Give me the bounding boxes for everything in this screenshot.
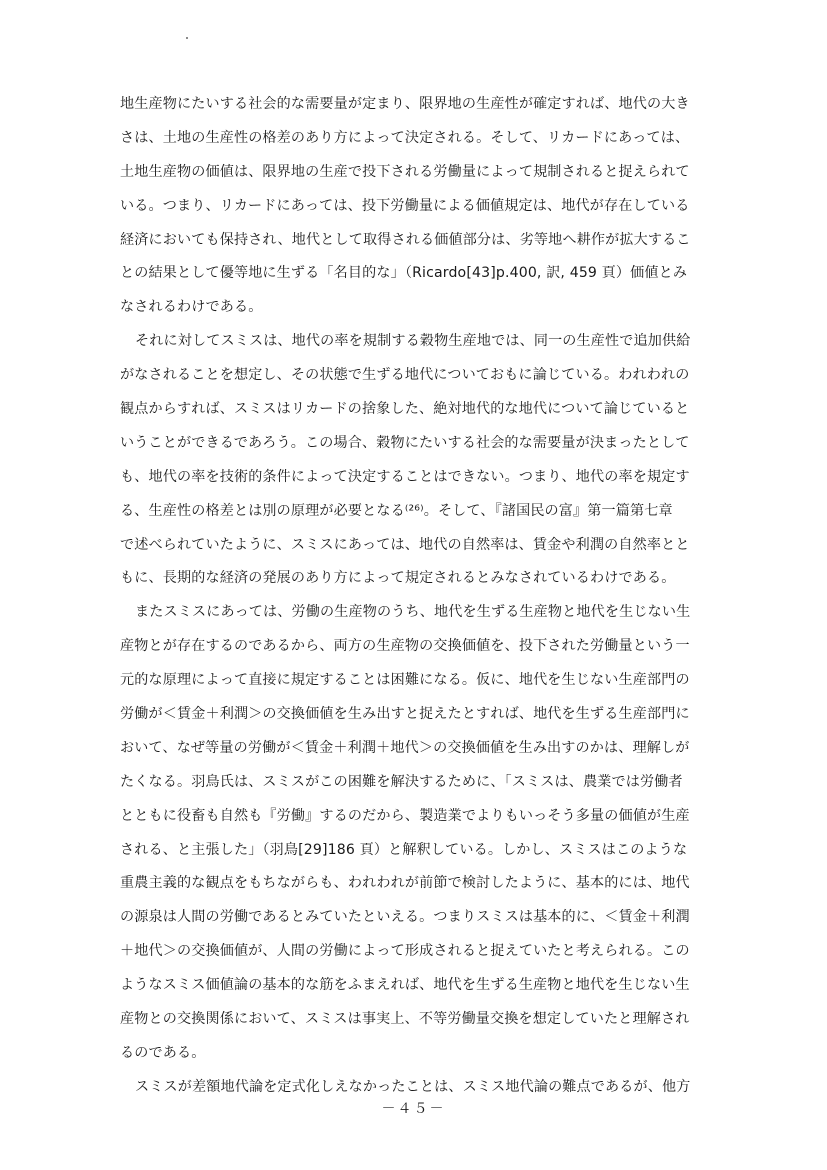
- text-line: とともに役畜も自然も『労働』するのだから、製造業でよりもいっそう多量の価値が生産: [120, 807, 690, 824]
- text-line: 産物との交換関係において、スミスは事実上、不等労働量交換を想定していたと理解され: [120, 1011, 690, 1028]
- text-line: いうことができるであろう。この場合、穀物にたいする社会的な需要量が決まったとして: [120, 434, 690, 451]
- body-text: [120, 88, 720, 1105]
- text-line: 重農主義的な観点をもちながらも、われわれが前節で検討したように、基本的には、地代: [120, 875, 690, 892]
- text-line: で述べられていたように、スミスにあっては、地代の自然率は、賃金や利潤の自然率とと: [120, 536, 690, 553]
- text-line: 労働が＜賃金＋利潤＞の交換価値を生み出すと捉えたとすれば、地代を生ずる生産部門に: [120, 706, 690, 723]
- text-line: さは、土地の生産性の格差のあり方によって決定される。そして、リカードにあっては、: [120, 129, 690, 146]
- text-line: される、と主張した」（羽鳥[29]186 頁）と解釈している。しかし、スミスはこのような: [120, 841, 688, 858]
- text-line: それに対してスミスは、地代の率を規制する穀物生産地では、同一の生産性で追加供給: [135, 333, 691, 350]
- text-line: またスミスにあっては、労働の生産物のうち、地代を生ずる生産物と地代を生じない生: [135, 604, 691, 621]
- text-line: ＋地代＞の交換価値が、人間の労働によって形成されると捉えていたと考えられる。この: [120, 943, 690, 960]
- text-line: たくなる。羽鳥氏は、スミスがこの困難を解決するために、「スミスは、農業では労働者: [120, 773, 683, 790]
- text-line: 土地生産物の価値は、限界地の生産で投下される労働量によって規制されると捉えられて: [120, 163, 690, 180]
- page-number: －４５－: [381, 1101, 446, 1117]
- text-line: る、生産性の格差とは別の原理が必要となる⁽²⁶⁾。そして、『諸国民の富』第一篇第七章: [120, 502, 673, 519]
- text-line: 産物とが存在するのであるから、両方の生産物の交換価値を、投下された労働量という一: [120, 638, 690, 655]
- text-line: も、地代の率を技術的条件によって決定することはできない。つまり、地代の率を規定す: [120, 468, 690, 485]
- text-line: いる。つまり、リカードにあっては、投下労働量による価値規定は、地代が存在している: [120, 197, 690, 214]
- text-line: の源泉は人間の労働であるとみていたといえる。つまりスミスは基本的に、＜賃金＋利潤: [120, 909, 690, 926]
- text-line: おいて、なぜ等量の労働が＜賃金＋利潤＋地代＞の交換価値を生み出すのかは、理解しが: [120, 739, 690, 756]
- text-line: がなされることを想定し、その状態で生ずる地代についておもに論じている。われわれの: [120, 367, 690, 384]
- text-line: 地生産物にたいする社会的な需要量が定まり、限界地の生産性が確定すれば、地代の大き: [120, 96, 690, 112]
- text-line: もに、長期的な経済の発展のあり方によって規定されるとみなされているわけである。: [120, 570, 676, 587]
- text-line: との結果として優等地に生ずる「名目的な」（Ricardo[43]p.400, 訳, 459 頁）価値とみ: [120, 265, 688, 282]
- text-line: 観点からすれば、スミスはリカードの捨象した、絶対地代的な地代について論じていると: [120, 401, 690, 418]
- text-line: スミスが差額地代論を定式化しえなかったことは、スミス地代論の難点であるが、他方: [135, 1078, 691, 1095]
- text-line: なされるわけである。: [120, 299, 263, 316]
- scan-speck: [186, 37, 188, 39]
- text-line: 経済においても保持され、地代として取得される価値部分は、劣等地へ耕作が拡大するこ: [120, 231, 691, 248]
- text-line: ようなスミス価値論の基本的な筋をふまえれば、地代を生ずる生産物と地代を生じない生: [120, 977, 690, 994]
- text-line: 元的な原理によって直接に規定することは困難になる。仮に、地代を生じない生産部門の: [120, 672, 690, 689]
- text-line: るのである。: [120, 1044, 206, 1061]
